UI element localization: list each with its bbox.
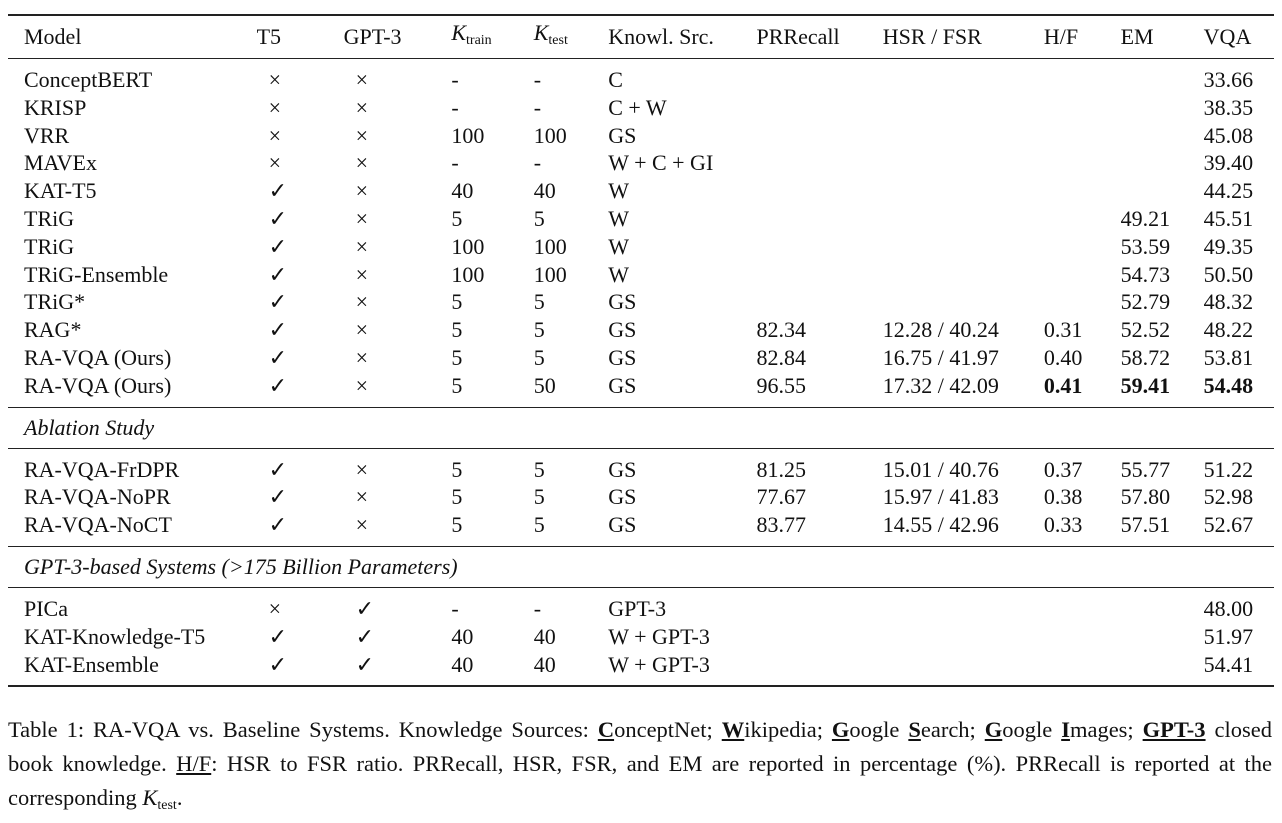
caption-abbrev: G <box>831 717 850 742</box>
cell-prrecall: 82.34 <box>756 317 807 343</box>
cell-em: 49.21 <box>1120 205 1171 231</box>
cell-k-train: 5 <box>451 289 463 315</box>
table-row <box>8 177 1274 205</box>
cell-vqa: 52.98 <box>1203 484 1254 510</box>
cell-knowl-src: W + GPT-3 <box>608 623 710 649</box>
header-k-test <box>534 15 609 59</box>
cell-vqa: 49.35 <box>1203 233 1254 259</box>
cell-model: RA-VQA-NoCT <box>24 512 172 538</box>
cell-k-train: 5 <box>451 344 463 370</box>
cell-prrecall <box>757 59 883 94</box>
cell-hsr-fsr: 16.75 / 41.97 <box>882 344 999 370</box>
cell-gpt3: ✓ <box>355 623 375 649</box>
cell-vqa: 45.08 <box>1203 122 1254 148</box>
cell-gpt3: × <box>355 94 369 120</box>
cell-k-train: 100 <box>451 233 485 259</box>
cell-knowl-src: GS <box>608 122 637 148</box>
header-hf: H/F <box>1043 24 1079 50</box>
table-row <box>8 94 1274 122</box>
cell-hf <box>1044 623 1121 651</box>
cell-k-test: 5 <box>533 289 545 315</box>
cell-t5: × <box>268 67 281 92</box>
cell-hsr-fsr: 15.01 / 40.76 <box>882 456 999 482</box>
cell-gpt3: × <box>355 122 369 148</box>
cell-hf: 0.38 <box>1043 484 1083 510</box>
cell-prrecall <box>757 623 883 651</box>
cell-em: 52.79 <box>1120 289 1171 315</box>
header-gpt3: GPT-3 <box>343 24 402 50</box>
cell-vqa: 39.40 <box>1203 150 1254 176</box>
cell-hsr-fsr <box>883 261 1044 289</box>
cell-k-test: 100 <box>533 261 567 287</box>
cell-gpt3: × <box>355 317 369 343</box>
gpt-body <box>8 587 1274 686</box>
cell-prrecall <box>757 149 883 177</box>
gpt-section <box>8 546 1274 587</box>
cell-k-test: 5 <box>533 484 545 510</box>
cell-knowl-src: GPT-3 <box>608 595 667 621</box>
cell-k-train: 5 <box>451 484 463 510</box>
cell-model: TRiG <box>24 205 75 231</box>
cell-vqa: 53.81 <box>1203 344 1254 370</box>
cell-prrecall <box>757 288 883 316</box>
cell-k-test: 40 <box>533 178 556 204</box>
cell-hf <box>1044 205 1121 233</box>
cell-t5: ✓ <box>268 484 287 510</box>
cell-k-train: 5 <box>451 372 463 398</box>
cell-hf: 0.31 <box>1043 317 1083 343</box>
main-results-body <box>8 59 1274 408</box>
table-row <box>8 205 1274 233</box>
cell-em: 53.59 <box>1120 233 1171 259</box>
cell-knowl-src: GS <box>608 289 637 315</box>
cell-prrecall: 81.25 <box>756 456 807 482</box>
cell-t5: ✓ <box>268 233 287 259</box>
cell-gpt3: ✓ <box>355 651 375 677</box>
cell-hsr-fsr: 12.28 / 40.24 <box>882 317 999 343</box>
cell-model: MAVEx <box>24 150 97 176</box>
cell-t5: ✓ <box>268 623 287 649</box>
table-row <box>8 483 1274 511</box>
cell-em <box>1121 177 1204 205</box>
cell-knowl-src: GS <box>608 372 637 398</box>
cell-model: KRISP <box>24 94 87 120</box>
cell-vqa: 45.51 <box>1203 205 1254 231</box>
caption-abbrev: W <box>721 717 745 742</box>
caption-abbrev: C <box>597 717 615 742</box>
table-row <box>8 149 1274 177</box>
cell-k-train: - <box>451 595 459 621</box>
header-vqa: VQA <box>1203 24 1252 50</box>
cell-hsr-fsr <box>883 623 1044 651</box>
cell-gpt3: × <box>355 484 369 510</box>
header-t5: T5 <box>256 24 282 50</box>
header-k-test-base: K <box>533 20 549 46</box>
caption-text: . <box>176 785 183 810</box>
cell-em <box>1121 587 1204 622</box>
cell-em: 55.77 <box>1120 456 1171 482</box>
cell-prrecall <box>757 261 883 289</box>
table-row <box>8 587 1274 622</box>
cell-k-test: 5 <box>533 512 545 538</box>
cell-hsr-fsr: 17.32 / 42.09 <box>882 372 999 398</box>
table-row <box>8 511 1274 546</box>
cell-prrecall <box>757 587 883 622</box>
header-k-train-base: K <box>451 20 467 46</box>
cell-gpt3: × <box>355 372 369 398</box>
cell-k-train: 5 <box>451 317 463 343</box>
cell-k-test: 5 <box>533 344 545 370</box>
cell-t5: × <box>268 150 281 176</box>
cell-t5: ✓ <box>268 344 287 370</box>
cell-k-test: - <box>533 595 542 621</box>
cell-model: KAT-Knowledge-T5 <box>24 623 206 649</box>
caption-text: closed book knowledge. <box>8 717 1272 776</box>
cell-em <box>1121 149 1204 177</box>
cell-knowl-src: W <box>608 178 629 204</box>
header-hsr-fsr: HSR / FSR <box>882 24 982 50</box>
cell-t5: ✓ <box>268 178 287 204</box>
table-row <box>8 372 1274 407</box>
cell-hf <box>1044 261 1121 289</box>
caption-text: earch; <box>920 717 985 742</box>
cell-knowl-src: W + C + GI <box>608 150 714 176</box>
cell-model: ConceptBERT <box>24 67 153 92</box>
cell-t5: × <box>268 595 281 621</box>
table-row <box>8 623 1274 651</box>
cell-vqa: 38.35 <box>1203 94 1254 120</box>
cell-t5: × <box>268 122 281 148</box>
cell-k-train: 100 <box>451 261 485 287</box>
caption-text: mages; <box>1069 717 1143 742</box>
table-row <box>8 288 1274 316</box>
cell-vqa: 48.00 <box>1203 595 1254 621</box>
cell-knowl-src: W <box>608 205 629 231</box>
cell-hf <box>1044 94 1121 122</box>
cell-model: TRiG-Ensemble <box>24 261 169 287</box>
cell-knowl-src: GS <box>608 317 637 343</box>
table-row <box>8 122 1274 150</box>
cell-k-train: - <box>451 67 459 92</box>
table-caption <box>8 713 1272 823</box>
cell-t5: ✓ <box>268 289 287 315</box>
cell-hf <box>1044 288 1121 316</box>
cell-gpt3: × <box>355 512 369 538</box>
cell-gpt3: × <box>355 178 369 204</box>
cell-model: KAT-T5 <box>24 178 97 204</box>
table-row <box>8 344 1274 372</box>
cell-knowl-src: W <box>608 261 629 287</box>
cell-hf <box>1044 651 1121 687</box>
cell-vqa: 48.32 <box>1203 289 1254 315</box>
cell-k-test: 100 <box>533 233 567 259</box>
cell-k-test: 40 <box>533 623 556 649</box>
cell-gpt3: × <box>355 67 369 92</box>
header-k-test-sub: test <box>548 33 568 49</box>
cell-hf <box>1044 233 1121 261</box>
cell-vqa: 33.66 <box>1203 67 1254 92</box>
cell-hf <box>1044 587 1121 622</box>
cell-prrecall: 96.55 <box>756 372 807 398</box>
table-row <box>8 651 1274 687</box>
section-title-row <box>8 407 1274 448</box>
cell-model: RAG* <box>24 317 82 343</box>
header-k-train <box>451 15 533 59</box>
cell-model: RA-VQA-FrDPR <box>24 456 180 482</box>
cell-prrecall <box>757 94 883 122</box>
caption-abbrev: GPT-3 <box>1142 717 1206 742</box>
cell-em: 58.72 <box>1120 344 1171 370</box>
cell-model: VRR <box>24 122 70 148</box>
caption-abbrev: H/F <box>176 751 212 776</box>
cell-gpt3: × <box>355 205 369 231</box>
cell-hf: 0.40 <box>1043 344 1083 370</box>
cell-k-test: 40 <box>533 651 556 677</box>
cell-model: RA-VQA (Ours) <box>24 344 172 370</box>
cell-em: 57.80 <box>1120 484 1171 510</box>
cell-hf <box>1044 122 1121 150</box>
cell-prrecall <box>757 122 883 150</box>
cell-gpt3: × <box>355 261 369 287</box>
cell-vqa: 54.41 <box>1203 651 1254 677</box>
cell-em: 54.73 <box>1120 261 1171 287</box>
cell-gpt3: × <box>355 150 369 176</box>
cell-vqa: 52.67 <box>1203 512 1254 538</box>
caption-text: Table 1: RA-VQA vs. Baseline Systems. Knowledge Sources: <box>8 717 598 742</box>
cell-knowl-src: C + W <box>608 94 667 120</box>
cell-vqa: 54.48 <box>1203 372 1254 398</box>
cell-knowl-src: W + GPT-3 <box>608 651 710 677</box>
cell-vqa: 48.22 <box>1203 317 1254 343</box>
ablation-body <box>8 448 1274 546</box>
cell-prrecall <box>757 205 883 233</box>
cell-k-test: - <box>533 67 542 92</box>
caption-text: onceptNet; <box>614 717 722 742</box>
table-row <box>8 448 1274 483</box>
cell-hsr-fsr <box>883 205 1044 233</box>
cell-t5: ✓ <box>268 205 287 231</box>
cell-hf: 0.41 <box>1043 372 1083 398</box>
cell-knowl-src: GS <box>608 344 637 370</box>
cell-k-test: 50 <box>533 372 556 398</box>
cell-em <box>1121 623 1204 651</box>
table-row <box>8 233 1274 261</box>
header-k-train-sub: train <box>466 33 492 49</box>
cell-em: 57.51 <box>1120 512 1171 538</box>
cell-em: 52.52 <box>1120 317 1171 343</box>
gpt-title: GPT-3-based Systems (>175 Billion Parameters) <box>24 554 458 580</box>
cell-hf <box>1044 177 1121 205</box>
cell-t5: × <box>268 94 281 120</box>
header-prrecall: PRRecall <box>756 24 840 50</box>
cell-t5: ✓ <box>268 456 287 482</box>
cell-gpt3: × <box>355 289 369 315</box>
header-knowl-src: Knowl. Src. <box>608 24 714 50</box>
cell-model: PICa <box>24 595 68 621</box>
cell-vqa: 51.97 <box>1203 623 1254 649</box>
results-table <box>8 14 1274 687</box>
cell-knowl-src: W <box>608 233 629 259</box>
cell-t5: ✓ <box>268 317 287 343</box>
cell-hf: 0.37 <box>1043 456 1083 482</box>
cell-k-test: 5 <box>533 205 545 231</box>
caption-abbrev: I <box>1061 717 1070 742</box>
caption-text: : HSR to FSR ratio. PRRecall, HSR, FSR, and EM are reported in percentage (%). PRRecall is reported at the corresponding <box>8 751 1272 810</box>
cell-model: TRiG* <box>24 289 86 315</box>
cell-hsr-fsr <box>883 177 1044 205</box>
cell-k-test: 100 <box>533 122 567 148</box>
cell-prrecall <box>757 233 883 261</box>
header-em: EM <box>1120 24 1154 50</box>
cell-prrecall: 82.84 <box>756 344 807 370</box>
cell-k-train: 40 <box>451 651 474 677</box>
cell-hsr-fsr <box>883 288 1044 316</box>
cell-em <box>1121 94 1204 122</box>
cell-gpt3: × <box>355 456 369 482</box>
cell-t5: ✓ <box>268 512 287 538</box>
cell-k-train: - <box>451 150 459 176</box>
caption-text: oogle <box>1002 717 1062 742</box>
caption-abbrev: S <box>908 717 921 742</box>
cell-k-test: - <box>533 94 542 120</box>
cell-gpt3: × <box>355 233 369 259</box>
cell-hsr-fsr <box>883 122 1044 150</box>
cell-em: 59.41 <box>1120 372 1171 398</box>
cell-k-train: 100 <box>451 122 485 148</box>
cell-knowl-src: C <box>608 67 623 92</box>
cell-k-train: 5 <box>451 205 463 231</box>
cell-model: KAT-Ensemble <box>24 651 159 677</box>
caption-text: oogle <box>849 717 909 742</box>
table-row <box>8 59 1274 94</box>
cell-k-test: - <box>533 150 542 176</box>
cell-k-test: 5 <box>533 317 545 343</box>
cell-hsr-fsr: 15.97 / 41.83 <box>882 484 999 510</box>
cell-knowl-src: GS <box>608 484 637 510</box>
cell-t5: ✓ <box>268 372 287 398</box>
table-header-row <box>8 15 1274 59</box>
caption-k-sub: test <box>157 798 177 813</box>
cell-em <box>1121 59 1204 94</box>
cell-prrecall: 77.67 <box>756 484 807 510</box>
cell-em <box>1121 122 1204 150</box>
cell-k-test: 5 <box>533 456 545 482</box>
ablation-title: Ablation Study <box>24 414 155 440</box>
cell-hsr-fsr <box>883 651 1044 687</box>
cell-gpt3: × <box>355 344 369 370</box>
caption-abbrev: G <box>984 717 1003 742</box>
header-model: Model <box>24 24 82 50</box>
cell-hsr-fsr <box>883 59 1044 94</box>
cell-prrecall: 83.77 <box>756 512 807 538</box>
cell-t5: ✓ <box>268 261 287 287</box>
cell-hf <box>1044 149 1121 177</box>
cell-hsr-fsr <box>883 149 1044 177</box>
cell-model: TRiG <box>24 233 75 259</box>
cell-gpt3: ✓ <box>355 595 375 621</box>
cell-hsr-fsr <box>883 587 1044 622</box>
cell-vqa: 51.22 <box>1203 456 1254 482</box>
ablation-section <box>8 407 1274 448</box>
cell-model: RA-VQA-NoPR <box>24 484 171 510</box>
cell-prrecall <box>757 177 883 205</box>
cell-em <box>1121 651 1204 687</box>
caption-text: ikipedia; <box>744 717 832 742</box>
table-row <box>8 316 1274 344</box>
caption-k: K <box>142 785 158 810</box>
cell-hf <box>1044 59 1121 94</box>
cell-model: RA-VQA (Ours) <box>24 372 172 398</box>
cell-hsr-fsr <box>883 233 1044 261</box>
cell-hsr-fsr: 14.55 / 42.96 <box>882 512 999 538</box>
section-title-row <box>8 546 1274 587</box>
cell-k-train: 5 <box>451 456 463 482</box>
cell-knowl-src: GS <box>608 512 637 538</box>
cell-k-train: 5 <box>451 512 463 538</box>
cell-k-train: 40 <box>451 178 474 204</box>
table-row <box>8 261 1274 289</box>
cell-vqa: 44.25 <box>1203 178 1254 204</box>
cell-k-train: - <box>451 94 459 120</box>
cell-t5: ✓ <box>268 651 287 677</box>
cell-vqa: 50.50 <box>1203 261 1254 287</box>
cell-k-train: 40 <box>451 623 474 649</box>
cell-prrecall <box>757 651 883 687</box>
cell-knowl-src: GS <box>608 456 637 482</box>
cell-hf: 0.33 <box>1043 512 1083 538</box>
cell-hsr-fsr <box>883 94 1044 122</box>
